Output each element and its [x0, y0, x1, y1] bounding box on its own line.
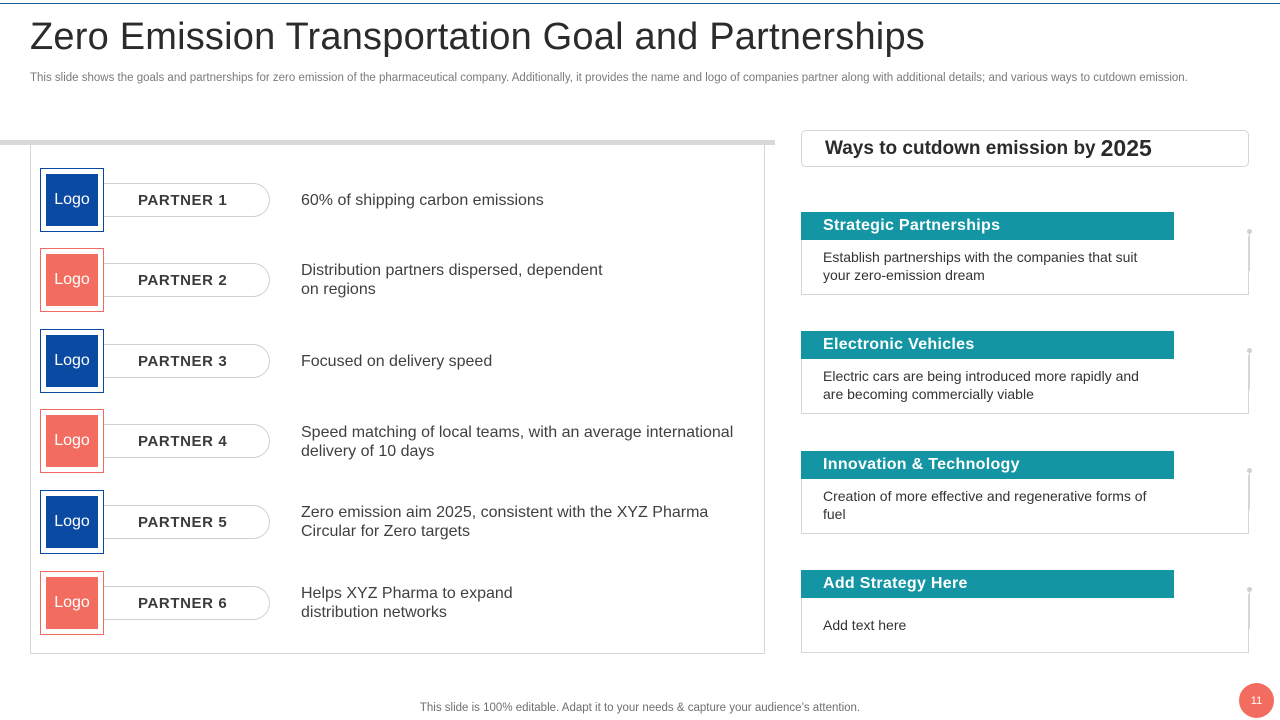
page-number-badge: 11 — [1239, 683, 1274, 718]
partner-logo — [40, 571, 104, 635]
partner-name: PARTNER 6 — [100, 586, 270, 620]
partner-logo-label: Logo — [46, 335, 98, 387]
partner-description: Speed matching of local teams, with an average international delivery of 10 days — [301, 424, 734, 460]
partner-description: Distribution partners dispersed, dependent on regions — [301, 262, 603, 298]
connector-dot — [1247, 468, 1252, 473]
connector-line — [1249, 351, 1250, 390]
strategy-title: Electronic Vehicles — [801, 331, 1174, 359]
partner-row — [40, 571, 760, 635]
connector-line — [1249, 471, 1250, 510]
partner-logo — [40, 248, 104, 312]
footer-note: This slide is 100% editable. Adapt it to your needs & capture your audience’s attention. — [419, 702, 861, 714]
strategy-card — [801, 570, 1249, 653]
partner-logo-label: Logo — [46, 254, 98, 306]
ways-heading-box — [801, 130, 1249, 167]
partner-row — [40, 409, 760, 473]
connector-dot — [1247, 229, 1252, 234]
partner-row — [40, 248, 760, 312]
partner-logo-label: Logo — [46, 415, 98, 467]
ways-year: 2025 — [1100, 135, 1152, 161]
strategy-title: Innovation & Technology — [801, 451, 1174, 479]
page-subtitle: This slide shows the goals and partnerships for zero emission of the pharmaceutical company. Additionally, it provides the name and logo of companies partner along with additional details; and various ways to cutdown emission. — [30, 72, 1188, 84]
connector-dot — [1247, 348, 1252, 353]
partner-row — [40, 490, 760, 554]
strategy-card — [801, 212, 1249, 295]
partner-name: PARTNER 4 — [100, 424, 270, 458]
connector-line — [1249, 232, 1250, 271]
ways-heading: Ways to cutdown emission by — [825, 137, 1096, 159]
strategy-card — [801, 451, 1249, 534]
partner-description: Focused on delivery speed — [301, 353, 493, 370]
page-title: Zero Emission Transportation Goal and Partnerships — [30, 16, 925, 58]
strategy-title: Strategic Partnerships — [801, 212, 1174, 240]
partner-logo — [40, 329, 104, 393]
partner-logo-label: Logo — [46, 174, 98, 226]
partner-description: Zero emission aim 2025, consistent with the XYZ Pharma Circular for Zero targets — [301, 504, 709, 540]
connector-line — [1249, 590, 1250, 629]
strategy-text: Electric cars are being introduced more rapidly and are becoming commercially viable — [823, 368, 1139, 402]
strategy-text: Creation of more effective and regenerative forms of fuel — [823, 488, 1147, 522]
top-rule — [0, 3, 1280, 4]
partner-name: PARTNER 5 — [100, 505, 270, 539]
strategy-text: Establish partnerships with the companies that suit your zero-emission dream — [823, 249, 1138, 283]
strategy-card — [801, 331, 1249, 414]
partner-logo-label: Logo — [46, 577, 98, 629]
partner-name: PARTNER 2 — [100, 263, 270, 297]
partner-logo — [40, 490, 104, 554]
strategy-title: Add Strategy Here — [801, 570, 1174, 598]
partner-name: PARTNER 1 — [100, 183, 270, 217]
partner-logo — [40, 409, 104, 473]
partner-row — [40, 168, 760, 232]
strategy-text: Add text here — [823, 617, 907, 633]
partner-description: 60% of shipping carbon emissions — [301, 192, 544, 209]
partner-row — [40, 329, 760, 393]
partner-logo — [40, 168, 104, 232]
connector-dot — [1247, 587, 1252, 592]
partner-logo-label: Logo — [46, 496, 98, 548]
partner-name: PARTNER 3 — [100, 344, 270, 378]
partner-description: Helps XYZ Pharma to expand distribution networks — [301, 585, 513, 621]
